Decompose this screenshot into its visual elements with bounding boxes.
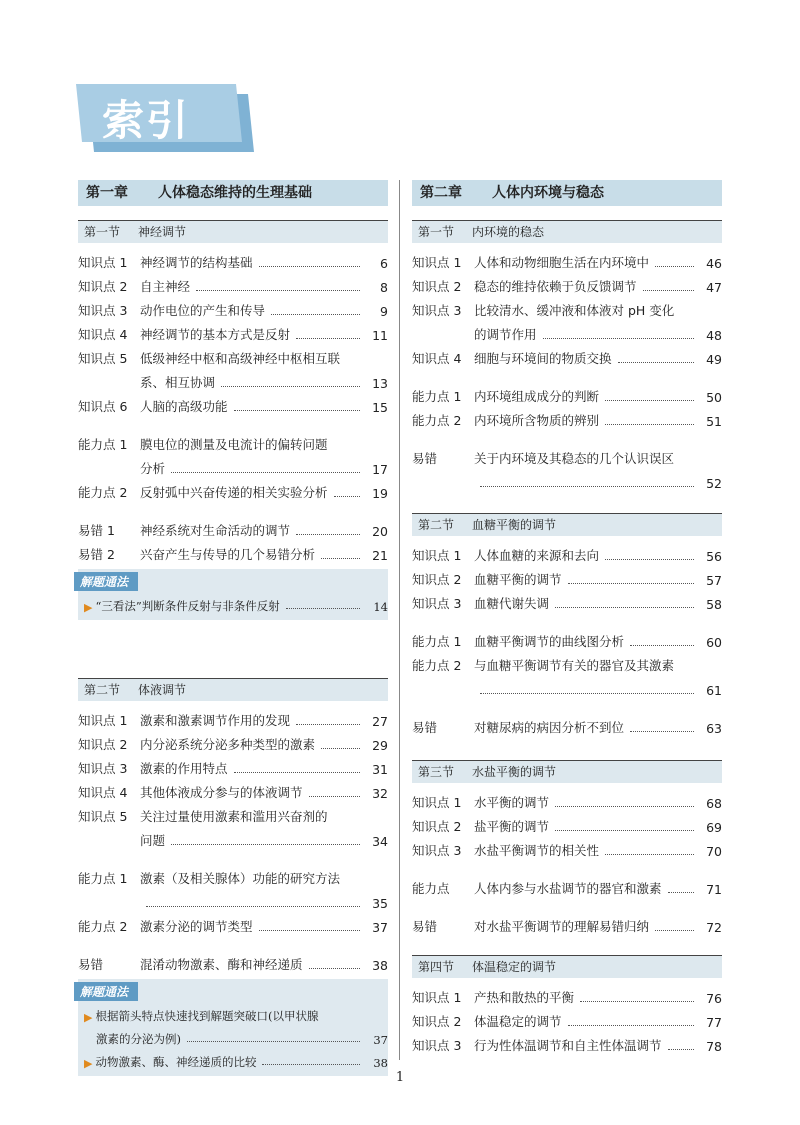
leader-dots — [221, 386, 360, 387]
entry-label: 能力点 2 — [78, 485, 128, 500]
entry-text: 血糖平衡的调节 — [474, 572, 562, 587]
leader-dots — [146, 906, 360, 907]
leader-dots — [171, 844, 360, 845]
index-entry[interactable] — [412, 650, 722, 674]
index-entry[interactable] — [78, 753, 388, 777]
entry-text: 动作电位的产生和传导 — [140, 303, 266, 318]
entry-page: 68 — [706, 796, 722, 811]
section-number: 第三节 — [418, 765, 455, 779]
entry-label: 能力点 1 — [412, 634, 462, 649]
index-entry[interactable] — [412, 873, 722, 897]
section-title: 血糖平衡的调节 — [472, 518, 557, 532]
entry-page: 52 — [706, 476, 722, 491]
index-entry[interactable] — [412, 911, 722, 935]
leader-dots — [321, 558, 360, 559]
entry-text: 激素和激素调节作用的发现 — [140, 713, 291, 728]
section-number: 第一节 — [84, 225, 121, 239]
entry-text: 神经系统对生命活动的调节 — [140, 523, 291, 538]
entry-label: 能力点 2 — [412, 413, 462, 428]
section-title: 体液调节 — [138, 683, 187, 697]
entry-label: 易错 1 — [78, 523, 115, 538]
entry-text: 问题 — [140, 833, 166, 848]
section-entries — [412, 783, 722, 935]
chapter-number: 第一章 — [86, 185, 128, 201]
section-2-1-header — [412, 220, 722, 243]
entry-page: 8 — [380, 280, 388, 295]
section-entries — [78, 243, 388, 563]
entry-text: 行为性体温调节和自主性体温调节 — [474, 1038, 662, 1053]
entry-page: 78 — [706, 1039, 722, 1054]
solving-methods-box — [78, 569, 388, 620]
tip-text: 根据箭头特点快速找到解题突破口(以甲状腺 — [95, 1009, 319, 1023]
leader-dots — [259, 930, 360, 931]
entry-text: 的调节作用 — [474, 327, 537, 342]
entry-label: 知识点 3 — [78, 761, 128, 776]
section-title: 水盐平衡的调节 — [472, 765, 557, 779]
entry-text: 水盐平衡调节的相关性 — [474, 843, 600, 858]
section-title: 神经调节 — [138, 225, 187, 239]
page-title: 索引 — [102, 96, 191, 145]
leader-dots — [480, 693, 694, 694]
entry-page: 58 — [706, 597, 722, 612]
entry-label: 知识点 1 — [412, 795, 462, 810]
index-entry[interactable] — [412, 1030, 722, 1054]
entry-page: 46 — [706, 256, 722, 271]
tip-page: 14 — [373, 600, 388, 614]
leader-dots — [605, 559, 694, 560]
entry-text: 系、相互协调 — [140, 375, 216, 390]
entry-label: 知识点 2 — [78, 737, 128, 752]
entry-page: 35 — [372, 896, 388, 911]
entry-label: 能力点 2 — [78, 919, 128, 934]
entry-label: 知识点 1 — [412, 548, 462, 563]
entry-page: 31 — [372, 762, 388, 777]
entry-page: 56 — [706, 549, 722, 564]
index-entry[interactable] — [78, 729, 388, 753]
entry-text: 激素（及相关腺体）功能的研究方法 — [140, 871, 341, 886]
entry-page: 27 — [372, 714, 388, 729]
section-number: 第二节 — [418, 518, 455, 532]
tip-page: 37 — [373, 1033, 388, 1047]
left-column — [78, 180, 388, 1076]
entry-label: 能力点 1 — [78, 871, 128, 886]
index-entry[interactable] — [78, 343, 388, 367]
index-entry[interactable] — [78, 295, 388, 319]
section-1-2-header — [78, 678, 388, 701]
leader-dots — [580, 1001, 694, 1002]
entry-label: 知识点 5 — [78, 809, 128, 824]
leader-dots — [605, 400, 694, 401]
leader-dots — [262, 1064, 360, 1065]
index-entry[interactable] — [78, 271, 388, 295]
index-entry[interactable] — [78, 863, 388, 887]
entry-text: 膜电位的测量及电流计的偏转问题 — [140, 437, 328, 452]
entry-page: 32 — [372, 786, 388, 801]
entry-label: 知识点 3 — [78, 303, 128, 318]
leader-dots — [655, 930, 694, 931]
index-entry[interactable] — [412, 405, 722, 429]
entry-text: 关于内环境及其稳态的几个认识误区 — [474, 451, 675, 466]
entry-text: 神经调节的结构基础 — [140, 255, 253, 270]
index-entry[interactable] — [78, 515, 388, 539]
leader-dots — [234, 772, 360, 773]
entry-text: 低级神经中枢和高级神经中枢相互联 — [140, 351, 341, 366]
entry-page: 38 — [372, 958, 388, 973]
index-entry[interactable] — [412, 564, 722, 588]
entry-label: 知识点 5 — [78, 351, 128, 366]
entry-page: 19 — [372, 486, 388, 501]
entry-page: 20 — [372, 524, 388, 539]
leader-dots — [296, 724, 360, 725]
tip-entry[interactable] — [78, 1001, 388, 1024]
entry-page: 47 — [706, 280, 722, 295]
index-entry-continued[interactable] — [78, 367, 388, 391]
section-2-2-header — [412, 513, 722, 536]
triangle-arrow-icon: ▶ — [84, 1011, 93, 1024]
entry-text: 与血糖平衡调节有关的器官及其激素 — [474, 658, 675, 673]
leader-dots — [618, 362, 694, 363]
section-title: 体温稳定的调节 — [472, 960, 557, 974]
section-number: 第一节 — [418, 225, 455, 239]
index-entry[interactable] — [412, 343, 722, 367]
entry-page: 9 — [380, 304, 388, 319]
index-entry-continued[interactable] — [412, 674, 722, 698]
entry-text: 内环境所含物质的辨别 — [474, 413, 600, 428]
entry-label: 知识点 4 — [78, 785, 128, 800]
leader-dots — [171, 472, 360, 473]
section-entries — [412, 978, 722, 1054]
leader-dots — [568, 583, 694, 584]
index-entry[interactable] — [412, 712, 722, 736]
entry-text: 血糖平衡调节的曲线图分析 — [474, 634, 625, 649]
entry-label: 易错 — [412, 919, 438, 934]
entry-page: 11 — [372, 328, 388, 343]
index-entry[interactable] — [78, 429, 388, 453]
entry-page: 63 — [706, 721, 722, 736]
entry-label: 知识点 1 — [78, 255, 128, 270]
leader-dots — [321, 748, 360, 749]
entry-text: 内环境组成成分的判断 — [474, 389, 600, 404]
leader-dots — [296, 534, 360, 535]
entry-page: 21 — [372, 548, 388, 563]
entry-page: 50 — [706, 390, 722, 405]
entry-label: 知识点 3 — [412, 1038, 462, 1053]
index-entry[interactable] — [412, 1006, 722, 1030]
index-entry[interactable] — [78, 949, 388, 973]
entry-text: 水平衡的调节 — [474, 795, 550, 810]
solving-methods-box — [78, 979, 388, 1076]
section-2-4-header — [412, 955, 722, 978]
entry-text: 人体内参与水盐调节的器官和激素 — [474, 881, 662, 896]
leader-dots — [655, 266, 694, 267]
chapter-number: 第二章 — [420, 185, 462, 201]
index-entry[interactable] — [78, 705, 388, 729]
leader-dots — [605, 854, 694, 855]
entry-page: 57 — [706, 573, 722, 588]
leader-dots — [286, 608, 360, 609]
entry-page: 77 — [706, 1015, 722, 1030]
entry-label: 知识点 3 — [412, 596, 462, 611]
entry-label: 易错 2 — [78, 547, 115, 562]
tip-page: 38 — [373, 1056, 388, 1070]
entry-label: 易错 — [78, 957, 104, 972]
section-number: 第四节 — [418, 960, 455, 974]
entry-text: 混淆动物激素、酶和神经递质 — [140, 957, 303, 972]
leader-dots — [668, 892, 694, 893]
right-column — [412, 180, 722, 1054]
tip-entry[interactable] — [78, 1047, 388, 1070]
entry-text: 分析 — [140, 461, 166, 476]
index-entry[interactable] — [412, 626, 722, 650]
tip-text: 动物激素、酶、神经递质的比较 — [95, 1055, 257, 1069]
leader-dots — [309, 796, 360, 797]
solving-methods-label: 解题通法 — [74, 572, 138, 591]
entry-page: 13 — [372, 376, 388, 391]
tip-entry[interactable] — [78, 591, 388, 614]
section-number: 第二节 — [84, 683, 121, 697]
index-entry-continued[interactable] — [78, 453, 388, 477]
entry-page: 69 — [706, 820, 722, 835]
index-entry[interactable] — [78, 391, 388, 415]
entry-label: 易错 — [412, 451, 438, 466]
section-entries — [412, 243, 722, 491]
page-number: 1 — [395, 1070, 405, 1085]
leader-dots — [196, 290, 360, 291]
entry-page: 61 — [706, 683, 722, 698]
entry-label: 能力点 — [412, 881, 450, 896]
leader-dots — [555, 830, 694, 831]
chapter-2-header — [412, 180, 722, 206]
entry-label: 知识点 6 — [78, 399, 128, 414]
entry-text: 血糖代谢失调 — [474, 596, 550, 611]
entry-label: 知识点 2 — [412, 279, 462, 294]
leader-dots — [480, 486, 694, 487]
index-entry[interactable] — [412, 540, 722, 564]
entry-page: 51 — [706, 414, 722, 429]
entry-text: 比较清水、缓冲液和体液对 pH 变化 — [474, 303, 675, 318]
index-entry[interactable] — [78, 539, 388, 563]
index-entry[interactable] — [412, 982, 722, 1006]
index-entry[interactable] — [412, 787, 722, 811]
entry-label: 知识点 3 — [412, 843, 462, 858]
tip-entry-continued[interactable] — [78, 1024, 388, 1047]
index-entry[interactable] — [412, 381, 722, 405]
column-divider — [399, 180, 400, 1060]
entry-text: 自主神经 — [140, 279, 191, 294]
entry-text: 盐平衡的调节 — [474, 819, 550, 834]
index-entry[interactable] — [78, 801, 388, 825]
section-title: 内环境的稳态 — [472, 225, 545, 239]
entry-text: 体温稳定的调节 — [474, 1014, 562, 1029]
entry-page: 6 — [380, 256, 388, 271]
entry-text: 人脑的高级功能 — [140, 399, 228, 414]
entry-text: 人体和动物细胞生活在内环境中 — [474, 255, 650, 270]
triangle-arrow-icon: ▶ — [84, 601, 93, 614]
index-entry[interactable] — [412, 835, 722, 859]
leader-dots — [555, 607, 694, 608]
entry-text: 对水盐平衡调节的理解易错归纳 — [474, 919, 650, 934]
entry-text: 其他体液成分参与的体液调节 — [140, 785, 303, 800]
entry-page: 37 — [372, 920, 388, 935]
entry-text: 稳态的维持依赖于负反馈调节 — [474, 279, 637, 294]
entry-label: 知识点 3 — [412, 303, 462, 318]
leader-dots — [668, 1049, 694, 1050]
entry-page: 60 — [706, 635, 722, 650]
entry-text: 细胞与环境间的物质交换 — [474, 351, 612, 366]
section-1-1-header — [78, 220, 388, 243]
index-entry[interactable] — [78, 777, 388, 801]
entry-label: 知识点 2 — [412, 819, 462, 834]
leader-dots — [271, 314, 360, 315]
triangle-arrow-icon: ▶ — [84, 1057, 93, 1070]
solving-methods-label: 解题通法 — [74, 982, 138, 1001]
index-entry[interactable] — [78, 319, 388, 343]
entry-page: 72 — [706, 920, 722, 935]
entry-text: 兴奋产生与传导的几个易错分析 — [140, 547, 316, 562]
leader-dots — [334, 496, 360, 497]
leader-dots — [296, 338, 360, 339]
section-2-3-header — [412, 760, 722, 783]
index-entry-continued[interactable] — [412, 467, 722, 491]
index-entry-continued[interactable] — [78, 887, 388, 911]
index-entry-continued[interactable] — [78, 825, 388, 849]
chapter-title: 人体内环境与稳态 — [492, 185, 604, 201]
section-entries — [78, 701, 388, 973]
chapter-title: 人体稳态维持的生理基础 — [158, 185, 312, 201]
index-entry[interactable] — [412, 271, 722, 295]
leader-dots — [259, 266, 360, 267]
entry-label: 能力点 1 — [78, 437, 128, 452]
leader-dots — [543, 338, 694, 339]
index-entry[interactable] — [78, 477, 388, 501]
entry-page: 71 — [706, 882, 722, 897]
leader-dots — [187, 1041, 360, 1042]
entry-text: 关注过量使用激素和滥用兴奋剂的 — [140, 809, 328, 824]
entry-label: 知识点 2 — [78, 279, 128, 294]
entry-label: 知识点 1 — [412, 990, 462, 1005]
index-entry[interactable] — [78, 247, 388, 271]
index-entry[interactable] — [78, 911, 388, 935]
entry-label: 易错 — [412, 720, 438, 735]
entry-text: 激素分泌的调节类型 — [140, 919, 253, 934]
entry-page: 34 — [372, 834, 388, 849]
index-title-banner — [76, 80, 226, 146]
tip-text: “三看法”判断条件反射与非条件反射 — [95, 599, 280, 613]
leader-dots — [605, 424, 694, 425]
entry-page: 48 — [706, 328, 722, 343]
leader-dots — [234, 410, 360, 411]
chapter-1-header — [78, 180, 388, 206]
leader-dots — [568, 1025, 694, 1026]
entry-label: 能力点 2 — [412, 658, 462, 673]
entry-label: 知识点 4 — [412, 351, 462, 366]
entry-label: 知识点 1 — [78, 713, 128, 728]
entry-text: 对糖尿病的病因分析不到位 — [474, 720, 625, 735]
index-entry[interactable] — [412, 588, 722, 612]
entry-page: 15 — [372, 400, 388, 415]
entry-page: 49 — [706, 352, 722, 367]
entry-text: 人体血糖的来源和去向 — [474, 548, 600, 563]
entry-page: 29 — [372, 738, 388, 753]
entry-text: 激素的作用特点 — [140, 761, 228, 776]
entry-label: 知识点 2 — [412, 1014, 462, 1029]
index-entry[interactable] — [412, 443, 722, 467]
leader-dots — [309, 968, 360, 969]
entry-text: 反射弧中兴奋传递的相关实验分析 — [140, 485, 328, 500]
entry-page: 76 — [706, 991, 722, 1006]
leader-dots — [643, 290, 694, 291]
leader-dots — [630, 645, 694, 646]
entry-label: 知识点 1 — [412, 255, 462, 270]
index-entry[interactable] — [412, 247, 722, 271]
entry-page: 17 — [372, 462, 388, 477]
leader-dots — [630, 731, 694, 732]
entry-label: 知识点 2 — [412, 572, 462, 587]
entry-label: 知识点 4 — [78, 327, 128, 342]
entry-page: 70 — [706, 844, 722, 859]
entry-text: 神经调节的基本方式是反射 — [140, 327, 291, 342]
tip-text: 激素的分泌为例) — [96, 1032, 181, 1046]
section-entries — [412, 536, 722, 736]
index-entry[interactable] — [412, 295, 722, 319]
index-entry-continued[interactable] — [412, 319, 722, 343]
index-entry[interactable] — [412, 811, 722, 835]
entry-text: 内分泌系统分泌多种类型的激素 — [140, 737, 316, 752]
entry-label: 能力点 1 — [412, 389, 462, 404]
leader-dots — [555, 806, 694, 807]
entry-text: 产热和散热的平衡 — [474, 990, 575, 1005]
